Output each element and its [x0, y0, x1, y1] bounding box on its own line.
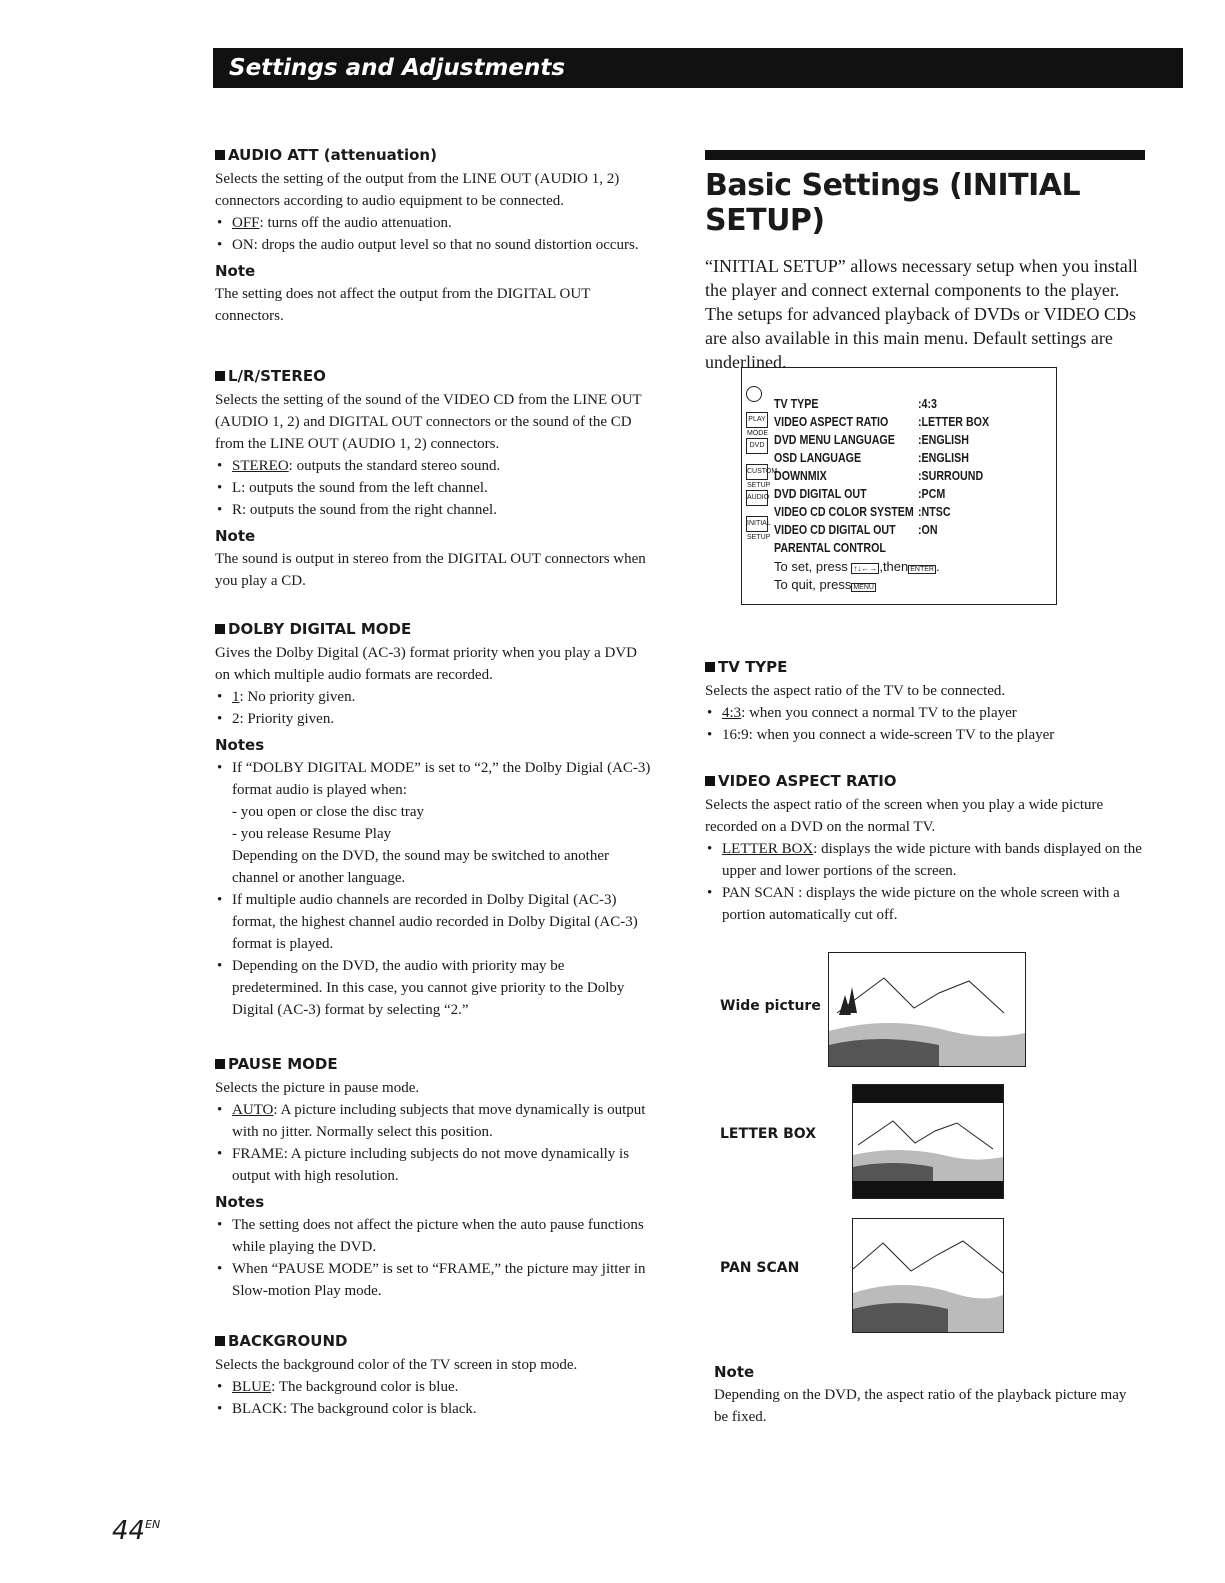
menu-row-label: VIDEO CD COLOR SYSTEM [774, 504, 914, 519]
video-aspect-section [705, 772, 1145, 926]
menu-row-value: :LETTER BOX [918, 414, 990, 429]
dolby-heading [215, 620, 655, 638]
left-column [215, 146, 655, 1446]
title-rule [705, 150, 1145, 160]
square-bullet-icon [705, 662, 715, 672]
letter-box-illustration [852, 1084, 1004, 1199]
custom-setup-icon: CUSTOM SETUP [746, 464, 768, 480]
wide-picture-illustration [828, 952, 1026, 1067]
landscape-image [853, 1219, 1003, 1332]
square-bullet-icon [215, 1059, 225, 1069]
menu-row-label: OSD LANGUAGE [774, 450, 862, 465]
note-heading: Note [215, 262, 256, 280]
menu-row-label: TV TYPE [774, 396, 819, 411]
dolby-section [215, 620, 655, 1021]
pause-options [215, 1099, 655, 1187]
note-subitem: - you release Resume Play [232, 826, 392, 842]
landscape-image [853, 1085, 1003, 1198]
disc-icon [746, 386, 762, 402]
option-item: • 4:3: when you connect a normal TV to the player [705, 702, 1145, 724]
video-aspect-desc: Selects the aspect ratio of the screen when you play a wide picture recorded on a DVD on the normal TV. [705, 797, 1104, 835]
pause-notes [215, 1214, 655, 1302]
note-item: • Depending on the DVD, the audio with priority may be predetermined. In this case, you cannot give priority to the Dolby Digital (AC-3) format by selecting “2.” [215, 955, 655, 1021]
menu-row-value: :PCM [918, 486, 946, 501]
lr-stereo-title: L/R/STEREO [228, 367, 326, 385]
menu-row-label: DVD MENU LANGUAGE [774, 432, 895, 447]
tv-type-desc: Selects the aspect ratio of the TV to be connected. [705, 683, 1006, 699]
note-heading: Note [714, 1363, 755, 1381]
option-item: • 16:9: when you connect a wide-screen TV to the player [705, 724, 1145, 746]
option-item: • FRAME: A picture including subjects do not move dynamically is output with high resolution. [215, 1143, 655, 1187]
square-bullet-icon [215, 1336, 225, 1346]
menu-icon-column [746, 386, 778, 542]
option-item: • 2: Priority given. [215, 708, 655, 730]
background-options [215, 1376, 655, 1420]
tv-type-heading [705, 658, 1145, 676]
dolby-notes [215, 757, 655, 1021]
option-item: • ON: drops the audio output level so that no sound distortion occurs. [215, 234, 655, 256]
right-column-top [705, 150, 1145, 374]
dolby-title: DOLBY DIGITAL MODE [228, 620, 412, 638]
menu-row-label: VIDEO CD DIGITAL OUT [774, 522, 896, 537]
tv-type-options [705, 702, 1145, 746]
square-bullet-icon [705, 776, 715, 786]
lr-stereo-section [215, 367, 655, 592]
wide-picture-label: Wide picture [720, 998, 821, 1014]
audio-att-desc: Selects the setting of the output from the LINE OUT (AUDIO 1, 2) connectors according to audio equipment to be connected. [215, 171, 620, 209]
menu-row-value: :NTSC [918, 504, 951, 519]
background-desc: Selects the background color of the TV screen in stop mode. [215, 1357, 578, 1373]
menu-row-value: :SURROUND [918, 468, 984, 483]
note-subitem: Depending on the DVD, the sound may be switched to another channel or another language. [232, 848, 609, 886]
letter-box-label: LETTER BOX [720, 1126, 816, 1142]
right-column-lower [705, 658, 1145, 952]
note-subitem: - you open or close the disc tray [232, 804, 425, 820]
audio-att-title: AUDIO ATT (attenuation) [228, 146, 437, 164]
notes-heading: Notes [215, 1193, 265, 1211]
pause-section [215, 1055, 655, 1302]
landscape-image [829, 953, 1025, 1066]
section-banner: Settings and Adjustments [213, 48, 1183, 88]
option-item: • PAN SCAN : displays the wide picture on the whole screen with a portion automatically cut off. [705, 882, 1145, 926]
menu-quit-instruction: To quit, press MENU [774, 577, 874, 592]
option-item: • OFF: turns off the audio attenuation. [215, 212, 655, 234]
arrow-keys-icon: ↑↓←→ [853, 564, 878, 573]
page-number: $44^{EN}$ [112, 1516, 161, 1546]
aspect-note [714, 1357, 1134, 1428]
tv-type-section [705, 658, 1145, 746]
option-item: • L: outputs the sound from the left channel. [215, 477, 655, 499]
square-bullet-icon [215, 624, 225, 634]
audio-icon: AUDIO [746, 490, 768, 506]
menu-row-value: :ON [918, 522, 938, 537]
note-item: • The setting does not affect the picture when the auto pause functions while playing the DVD. [215, 1214, 655, 1258]
video-aspect-heading [705, 772, 1145, 790]
note-text: Depending on the DVD, the aspect ratio of the playback picture may be fixed. [714, 1387, 1127, 1425]
background-heading [215, 1332, 655, 1350]
option-item: • AUTO: A picture including subjects that move dynamically is output with no jitter. Normally select this position. [215, 1099, 655, 1143]
lr-stereo-heading [215, 367, 655, 385]
intro-text: “INITIAL SETUP” allows necessary setup when you install the player and connect external components to the player. The setups for advanced playback of DVDs or VIDEO CDs are also available in this main menu. Default settings are underlined. [705, 256, 1138, 372]
menu-row-value: :ENGLISH [918, 432, 969, 447]
initial-setup-menu [741, 367, 1057, 605]
tv-type-title: TV TYPE [718, 658, 788, 676]
option-item: • 1: No priority given. [215, 686, 655, 708]
dvd-icon: DVD [746, 438, 768, 454]
lr-stereo-options [215, 455, 655, 521]
pause-desc: Selects the picture in pause mode. [215, 1080, 420, 1096]
note-item: • When “PAUSE MODE” is set to “FRAME,” the picture may jitter in Slow-motion Play mode. [215, 1258, 655, 1302]
option-item: • LETTER BOX: displays the wide picture with bands displayed on the upper and lower portions of the screen. [705, 838, 1145, 882]
video-aspect-options [705, 838, 1145, 926]
menu-set-instruction: To set, press ↑↓←→ ,then ENTER . [774, 559, 940, 574]
audio-att-section [215, 146, 655, 327]
pan-scan-label: PAN SCAN [720, 1260, 800, 1276]
option-item: • R: outputs the sound from the right channel. [215, 499, 655, 521]
square-bullet-icon [215, 371, 225, 381]
menu-button-icon: MENU [853, 584, 874, 591]
note-text: The sound is output in stereo from the DIGITAL OUT connectors when you play a CD. [215, 551, 646, 589]
main-title: Basic Settings (INITIAL SETUP) [705, 168, 1081, 238]
background-section [215, 1332, 655, 1420]
menu-row-label: VIDEO ASPECT RATIO [774, 414, 889, 429]
menu-row-label: DOWNMIX [774, 468, 827, 483]
menu-row-value: :4:3 [918, 396, 937, 411]
option-item: • STEREO: outputs the standard stereo sound. [215, 455, 655, 477]
note-text: The setting does not affect the output from the DIGITAL OUT connectors. [215, 286, 591, 324]
option-item: • BLACK: The background color is black. [215, 1398, 655, 1420]
dolby-options [215, 686, 655, 730]
option-item: • BLUE: The background color is blue. [215, 1376, 655, 1398]
lr-stereo-desc: Selects the setting of the sound of the VIDEO CD from the LINE OUT (AUDIO 1, 2) and DIGITAL OUT connectors or the sound of the CD from the LINE OUT (AUDIO 1, 2) connectors. [215, 392, 642, 452]
square-bullet-icon [215, 150, 225, 160]
menu-row-label: PARENTAL CONTROL [774, 540, 886, 555]
dolby-desc: Gives the Dolby Digital (AC-3) format priority when you play a DVD on which multiple audio formats are recorded. [215, 645, 637, 683]
audio-att-heading [215, 146, 655, 164]
note-item: • If multiple audio channels are recorded in Dolby Digital (AC-3) format, the highest channel audio recorded in Dolby Digital (AC-3) format is played. [215, 889, 655, 955]
pause-title: PAUSE MODE [228, 1055, 338, 1073]
note-item: • If “DOLBY DIGITAL MODE” is set to “2,” the Dolby Digial (AC-3) format audio is played when: [215, 757, 655, 801]
background-title: BACKGROUND [228, 1332, 348, 1350]
note-heading: Note [215, 527, 256, 545]
play-mode-icon: PLAY MODE [746, 412, 768, 428]
pan-scan-illustration [852, 1218, 1004, 1333]
video-aspect-title: VIDEO ASPECT RATIO [718, 772, 897, 790]
menu-row-value: :ENGLISH [918, 450, 969, 465]
menu-row-label: DVD DIGITAL OUT [774, 486, 867, 501]
notes-heading: Notes [215, 736, 265, 754]
initial-setup-icon: INITIAL SETUP [746, 516, 768, 532]
enter-button-icon: ENTER [910, 566, 934, 573]
audio-att-options [215, 212, 655, 256]
pause-heading [215, 1055, 655, 1073]
